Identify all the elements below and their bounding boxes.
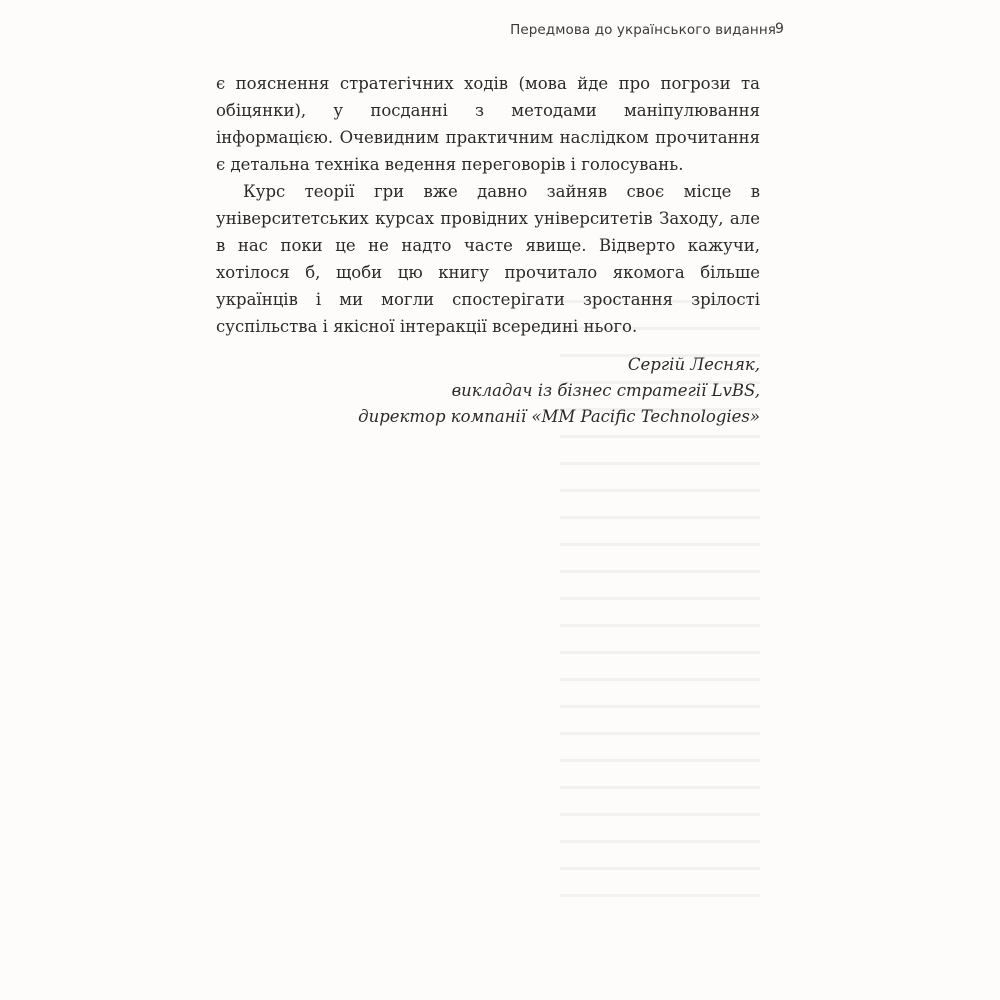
- author-role-2: директор компанії «MM Pacific Technologies»: [358, 407, 760, 426]
- author-name: Сергій Лесняк,: [627, 355, 760, 374]
- signature-block: [358, 352, 760, 430]
- running-head: Передмова до українського видання: [510, 22, 776, 38]
- page-number: 9: [775, 21, 784, 37]
- author-role-1: викладач із бізнес стратегії LvBS,: [451, 381, 760, 400]
- paragraph-1: є пояснення стратегічних ходів (мова йде про погрози та обіцянки), у посданнi з методами маніпулювання інформацією. Очевидним практичним наслідком прочитання є детальна техніка ведення переговорів і голосувань.: [216, 74, 760, 174]
- body-text: [216, 70, 760, 340]
- paragraph-2: Курс теорії гри вже давно зайняв своє місце в університетських курсах провідних університетів Заходу, але в нас поки це не надто часте явище. Відверто кажучи, хотілося б, щоби цю книгу прочитало якомога більше українців і ми могли спостерігати зростання зрілості суспільства і якісної інтеракції всередині нього.: [216, 182, 760, 336]
